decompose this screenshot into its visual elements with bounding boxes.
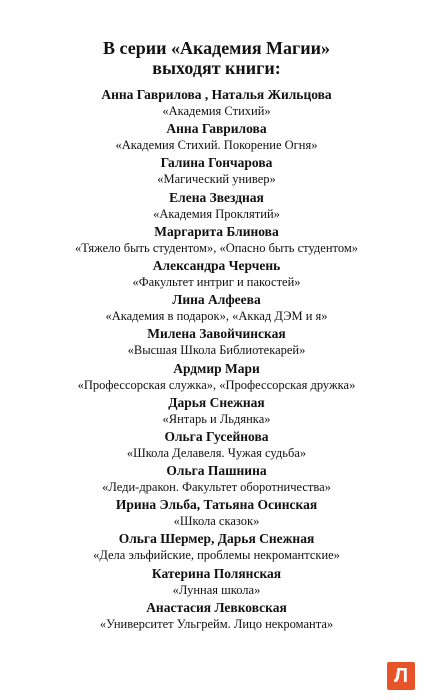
author-name: Ольга Пашнина — [166, 463, 267, 479]
series-heading-line-1: В серии «Академия Магии» — [103, 38, 330, 58]
book-titles: «Янтарь и Льдянка» — [162, 411, 271, 426]
book-entry — [0, 189, 433, 223]
book-entry — [0, 462, 433, 496]
author-name: Ирина Эльба, Татьяна Осинская — [115, 497, 318, 513]
book-entry — [0, 496, 433, 530]
book-titles: «Академия в подарок», «Аккад ДЭМ и я» — [105, 309, 328, 324]
author-name: Маргарита Блинова — [154, 223, 279, 239]
book-entry — [0, 394, 433, 428]
book-entry — [0, 120, 433, 154]
book-titles: «Лунная школа» — [172, 582, 261, 597]
author-name: Милена Завойчинская — [147, 326, 286, 342]
author-name: Дарья Снежная — [168, 394, 265, 410]
book-entry — [0, 565, 433, 599]
book-entry — [0, 154, 433, 188]
book-entry — [0, 223, 433, 257]
author-name: Анастасия Левковская — [146, 599, 287, 615]
book-entry — [0, 599, 433, 633]
book-entry — [0, 86, 433, 120]
book-entry — [0, 428, 433, 462]
book-entry — [0, 530, 433, 564]
author-name: Ардмир Мари — [173, 360, 260, 376]
series-heading — [0, 38, 433, 78]
litres-logo-icon: Л — [387, 662, 415, 690]
book-entry — [0, 291, 433, 325]
book-titles: «Леди-дракон. Факультет оборотничества» — [102, 480, 331, 495]
author-name: Александра Черчень — [152, 257, 281, 273]
author-name: Ольга Шермер, Дарья Снежная — [118, 531, 315, 547]
book-titles: «Факультет интриг и пакостей» — [132, 274, 301, 289]
book-titles: «Школа сказок» — [173, 514, 260, 529]
book-titles: «Профессорская служка», «Профессорская дружка» — [77, 377, 356, 392]
book-entry — [0, 360, 433, 394]
book-titles: «Тяжело быть студентом», «Опасно быть студентом» — [74, 240, 358, 255]
author-name: Ольга Гусейнова — [164, 428, 269, 444]
author-name: Анна Гаврилова — [166, 121, 267, 137]
book-titles: «Университет Ульгрейм. Лицо некроманта» — [99, 616, 334, 631]
book-entry — [0, 325, 433, 359]
author-name: Галина Гончарова — [160, 155, 273, 171]
book-titles: «Магический универ» — [157, 172, 276, 187]
book-titles: «Высшая Школа Библиотекарей» — [127, 343, 306, 358]
book-entry — [0, 257, 433, 291]
author-name: Лина Алфеева — [172, 292, 261, 308]
book-titles: «Академия Стихий. Покорение Огня» — [115, 138, 318, 153]
book-titles: «Академия Проклятий» — [153, 206, 280, 221]
series-heading-line-2: выходят книги: — [152, 58, 281, 78]
book-titles: «Дела эльфийские, проблемы некромантские» — [93, 548, 340, 563]
book-titles: «Академия Стихий» — [162, 104, 271, 118]
book-titles: «Школа Делавеля. Чужая судьба» — [126, 445, 307, 460]
book-list — [0, 86, 433, 633]
author-name: Елена Звездная — [169, 189, 264, 205]
author-name: Анна Гаврилова , Наталья Жильцова — [101, 87, 332, 102]
author-name: Катерина Полянская — [151, 565, 282, 581]
